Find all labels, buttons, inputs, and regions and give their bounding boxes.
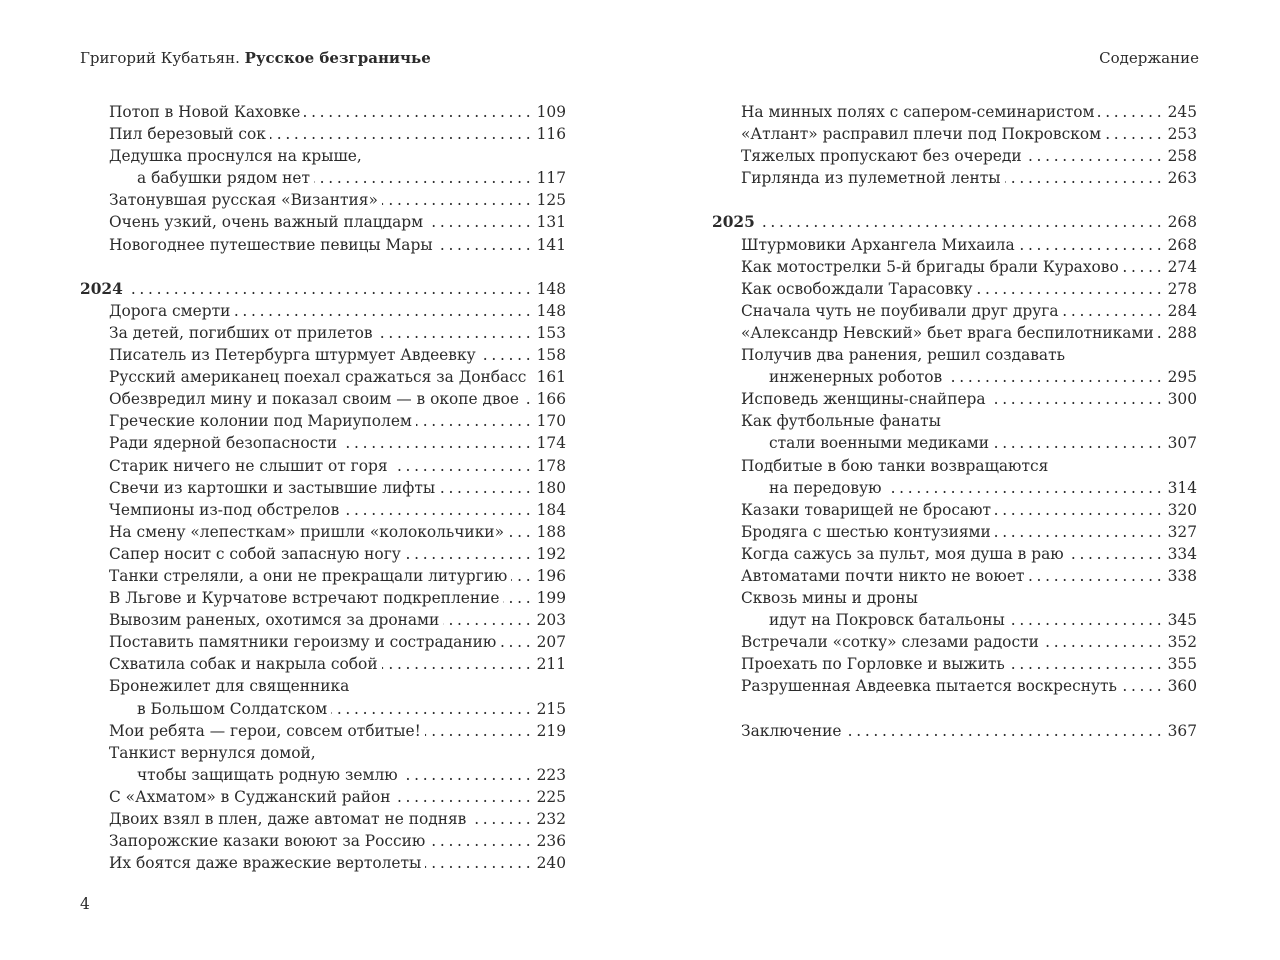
toc-entry[interactable]	[80, 742, 566, 764]
toc-page-number: 117	[536, 169, 566, 188]
dot-leader	[270, 123, 531, 145]
toc-page-number: 225	[536, 787, 566, 806]
dot-leader	[511, 565, 530, 587]
toc-entry-title: а бабушки рядом нет	[137, 169, 310, 188]
toc-entry-title: В Льгове и Курчатове встречают подкрепление	[109, 589, 500, 608]
toc-page-number: 355	[1167, 655, 1197, 674]
toc-page-number: 161	[536, 368, 566, 387]
toc-page-number: 258	[1167, 147, 1197, 166]
toc-year-heading[interactable]	[712, 211, 1197, 233]
toc-page-number: 148	[536, 279, 566, 298]
toc-entry-title: Поставить памятники героизму и состраданию	[109, 633, 497, 652]
toc-entry[interactable]	[80, 786, 566, 808]
toc-entry[interactable]	[80, 698, 566, 720]
toc-left-column	[80, 101, 566, 874]
toc-entry-title: Тяжелых пропускают без очереди	[741, 147, 1022, 166]
toc-page-number: 131	[536, 213, 566, 232]
toc-entry[interactable]	[80, 521, 566, 543]
toc-entry-title: Сквозь мины и дроны	[741, 589, 918, 608]
toc-page-number: 268	[1167, 235, 1197, 254]
toc-entry-title: 2025	[712, 213, 755, 232]
toc-entry-title: Как мотострелки 5-й бригады брали Курахово	[741, 257, 1119, 276]
toc-page-number: 174	[536, 434, 566, 453]
toc-entry[interactable]	[712, 388, 1197, 410]
toc-entry[interactable]	[80, 587, 566, 609]
toc-page-number: 338	[1167, 566, 1197, 585]
toc-page-number: 300	[1167, 390, 1197, 409]
toc-entry[interactable]	[712, 653, 1197, 675]
toc-page-number: 288	[1167, 323, 1197, 342]
toc-entry-title: Обезвредил мину и показал своим — в окопе двое	[109, 390, 519, 409]
toc-entry-title: Очень узкий, очень важный плацдарм	[109, 213, 424, 232]
toc-entry[interactable]	[80, 167, 566, 189]
toc-entry-title: Сапер носит с собой запасную ногу	[109, 544, 401, 563]
page-number: 4	[80, 895, 90, 913]
toc-entry[interactable]	[80, 300, 566, 322]
dot-leader	[1005, 167, 1162, 189]
toc-entry-title: Двоих взял в плен, даже автомат не подняв	[109, 810, 467, 828]
toc-entry[interactable]	[80, 123, 566, 145]
toc-page-number: 345	[1167, 611, 1197, 630]
toc-entry[interactable]	[80, 477, 566, 499]
toc-entry[interactable]	[712, 256, 1197, 278]
toc-entry-title: Схватила собак и накрыла собой	[109, 655, 378, 674]
toc-entry-title: Чемпионы из-под обстрелов	[109, 500, 340, 519]
dot-leader	[443, 609, 530, 631]
toc-page-number: 170	[536, 412, 566, 431]
toc-page-number: 327	[1167, 522, 1197, 541]
dot-leader	[439, 477, 531, 499]
dot-leader	[382, 653, 531, 675]
toc-entry[interactable]	[712, 609, 1197, 631]
toc-entry[interactable]	[80, 234, 566, 256]
dot-leader	[437, 234, 531, 256]
dot-leader	[1009, 609, 1162, 631]
toc-entry-title: Дорога смерти	[109, 301, 231, 320]
toc-entry-title: За детей, погибших от прилетов	[109, 323, 373, 342]
toc-page-number: 203	[536, 611, 566, 630]
toc-entry-title: Танки стреляли, а они не прекращали литургию	[109, 566, 508, 585]
dot-leader	[946, 366, 1161, 388]
toc-entry-title: Вывозим раненых, охотимся за дронами	[109, 611, 440, 630]
toc-entry[interactable]	[712, 123, 1197, 145]
dot-leader	[500, 631, 530, 653]
dot-leader	[382, 189, 531, 211]
toc-entry[interactable]	[712, 278, 1197, 300]
dot-leader	[1009, 653, 1162, 675]
toc-entry[interactable]	[80, 808, 566, 830]
toc-entry[interactable]	[80, 455, 566, 477]
toc-entry-title: Пил березовый сок	[109, 125, 266, 144]
toc-entry[interactable]	[80, 101, 566, 123]
dot-leader	[425, 720, 531, 742]
toc-entry-title: Как футбольные фанаты	[741, 412, 941, 431]
toc-page-number: 148	[536, 301, 566, 320]
toc-page-number: 141	[536, 235, 566, 254]
toc-entry[interactable]	[80, 499, 566, 521]
toc-page-number: 263	[1167, 169, 1197, 188]
dot-leader	[425, 852, 530, 874]
toc-entry[interactable]	[80, 344, 566, 366]
dot-leader	[508, 521, 531, 543]
toc-page-number: 334	[1167, 544, 1197, 563]
toc-entry-title: Затонувшая русская «Византия»	[109, 191, 378, 210]
dot-leader	[402, 764, 531, 786]
toc-entry[interactable]	[80, 675, 566, 697]
dot-leader	[886, 477, 1162, 499]
dot-leader	[1028, 565, 1161, 587]
toc-entry[interactable]	[712, 300, 1197, 322]
dot-leader	[1019, 234, 1162, 256]
toc-entry-title: стали военными медиками	[769, 434, 990, 453]
dot-leader	[427, 211, 530, 233]
toc-entry-title: На минных полях с сапером-семинаристом	[741, 103, 1095, 121]
toc-year-heading[interactable]	[80, 278, 566, 300]
toc-entry-title: С «Ахматом» в Суджанский район	[109, 787, 391, 806]
dot-leader	[1158, 322, 1162, 344]
toc-entry[interactable]	[80, 720, 566, 742]
toc-entry-title: инженерных роботов	[769, 368, 943, 387]
toc-page-number: 360	[1167, 677, 1197, 696]
toc-entry-title: Танкист вернулся домой,	[109, 743, 316, 762]
toc-page-number: 184	[536, 500, 566, 519]
toc-entry-title: Проехать по Горловке и выжить	[741, 655, 1005, 674]
toc-page-number: 245	[1167, 103, 1197, 121]
toc-right-column	[712, 101, 1197, 742]
toc-page-number: 153	[536, 323, 566, 342]
dot-leader	[1105, 123, 1162, 145]
running-head-section: Содержание	[1099, 49, 1199, 67]
toc-spacer	[712, 189, 1197, 211]
dot-leader	[304, 101, 530, 123]
toc-entry-title: в Большом Солдатском	[137, 699, 328, 718]
dot-leader	[314, 167, 531, 189]
toc-page-number: 196	[536, 566, 566, 585]
dot-leader	[127, 278, 531, 300]
toc-page-number: 188	[536, 522, 566, 541]
toc-page-number: 307	[1167, 434, 1197, 453]
dot-leader	[331, 698, 530, 720]
toc-entry[interactable]	[712, 145, 1197, 167]
dot-leader	[392, 455, 531, 477]
toc-entry[interactable]	[712, 432, 1197, 454]
toc-entry-title: Заключение	[741, 721, 842, 740]
toc-entry[interactable]	[80, 388, 566, 410]
toc-entry[interactable]	[80, 145, 566, 167]
toc-entry[interactable]	[80, 543, 566, 565]
toc-page-number: 314	[1167, 478, 1197, 497]
toc-page-number: 199	[536, 589, 566, 608]
toc-entry[interactable]	[712, 675, 1197, 697]
dot-leader	[234, 300, 530, 322]
toc-page-number: 207	[536, 633, 566, 652]
dot-leader	[1026, 145, 1162, 167]
toc-entry[interactable]	[712, 167, 1197, 189]
toc-entry-title: «Александр Невский» бьет врага беспилотниками	[741, 323, 1154, 342]
toc-entry-title: Свечи из картошки и застывшие лифты	[109, 478, 436, 497]
toc-entry[interactable]	[80, 565, 566, 587]
toc-page-number: 116	[536, 125, 566, 144]
dot-leader	[1063, 300, 1162, 322]
toc-entry-title: Встречали «сотку» слезами радости	[741, 633, 1039, 652]
toc-entry-title: чтобы защищать родную землю	[137, 765, 398, 784]
toc-entry[interactable]	[712, 543, 1197, 565]
toc-entry[interactable]	[712, 455, 1197, 477]
toc-entry-title: Как освобождали Тарасовку	[741, 279, 973, 298]
toc-entry-title: Штурмовики Архангела Михаила	[741, 235, 1015, 254]
toc-page-number: 158	[536, 346, 566, 365]
dot-leader	[341, 432, 531, 454]
dot-leader	[377, 322, 531, 344]
dot-leader	[759, 211, 1162, 233]
dot-leader	[429, 830, 530, 852]
toc-page-number: 166	[536, 390, 566, 409]
toc-page-number: 211	[536, 655, 566, 674]
toc-entry-title: Бродяга с шестью контузиями	[741, 522, 991, 541]
dot-leader	[995, 521, 1162, 543]
toc-entry-title: «Атлант» расправил плечи под Покровском	[741, 125, 1102, 144]
toc-entry[interactable]	[80, 609, 566, 631]
toc-entry-title: Автоматами почти никто не воюет	[741, 566, 1025, 585]
toc-page-number: 278	[1167, 279, 1197, 298]
dot-leader	[845, 720, 1161, 742]
toc-entry-title: Ради ядерной безопасности	[109, 434, 337, 453]
toc-entry[interactable]	[80, 211, 566, 233]
toc-entry[interactable]	[712, 587, 1197, 609]
dot-leader	[1098, 101, 1161, 123]
dot-leader	[995, 499, 1162, 521]
toc-page-number: 219	[536, 721, 566, 740]
toc-entry[interactable]	[80, 631, 566, 653]
toc-entry[interactable]	[712, 101, 1197, 123]
toc-entry-title: идут на Покровск батальоны	[769, 611, 1005, 630]
toc-entry[interactable]	[80, 366, 566, 388]
toc-entry-title: Получив два ранения, решил создавать	[741, 346, 1065, 365]
toc-page-number: 180	[536, 478, 566, 497]
toc-entry[interactable]	[80, 653, 566, 675]
dot-leader	[395, 786, 531, 808]
toc-entry[interactable]	[80, 189, 566, 211]
toc-entry[interactable]	[712, 366, 1197, 388]
toc-entry-title: Казаки товарищей не бросают	[741, 500, 992, 519]
dot-leader	[993, 432, 1162, 454]
toc-entry[interactable]	[712, 410, 1197, 432]
dot-leader	[1123, 256, 1162, 278]
toc-page-number: 253	[1167, 125, 1197, 144]
toc-entry[interactable]	[80, 410, 566, 432]
toc-entry[interactable]	[712, 234, 1197, 256]
toc-page-number: 295	[1167, 368, 1197, 387]
toc-entry-title: Разрушенная Авдеевка пытается воскреснуть	[741, 677, 1117, 696]
toc-entry-title: Дедушка проснулся на крыше,	[109, 147, 362, 166]
running-head-left	[80, 48, 431, 68]
toc-entry[interactable]	[80, 322, 566, 344]
toc-spacer	[712, 698, 1197, 720]
toc-page-number: 109	[536, 103, 566, 121]
toc-page-number: 178	[536, 456, 566, 475]
toc-entry[interactable]	[80, 764, 566, 786]
toc-entry-title: Русский американец поехал сражаться за Донбасс	[109, 368, 527, 387]
toc-entry-title: Писатель из Петербурга штурмует Авдеевку	[109, 346, 476, 365]
toc-entry-title: Старик ничего не слышит от горя	[109, 456, 388, 475]
toc-entry-title: на передовую	[769, 478, 882, 497]
toc-entry-title: Когда сажусь за пульт, моя душа в раю	[741, 544, 1064, 563]
toc-entry-title: Новогоднее путешествие певицы Мары	[109, 235, 433, 254]
toc-entry[interactable]	[712, 344, 1197, 366]
dot-leader	[976, 278, 1161, 300]
dot-leader	[405, 543, 531, 565]
toc-entry[interactable]	[712, 631, 1197, 653]
toc-page-number: 232	[536, 810, 566, 828]
dot-leader	[1043, 631, 1162, 653]
toc-entry-title: Подбитые в бою танки возвращаются	[741, 456, 1049, 475]
dot-leader	[480, 344, 531, 366]
toc-page-number: 320	[1167, 500, 1197, 519]
toc-page-number: 240	[536, 854, 566, 873]
toc-entry[interactable]	[80, 432, 566, 454]
dot-leader	[416, 410, 531, 432]
toc-page-number: 367	[1167, 721, 1197, 740]
toc-page-number: 223	[536, 765, 566, 784]
dot-leader	[503, 587, 530, 609]
toc-entry[interactable]	[712, 565, 1197, 587]
toc-page-number: 192	[536, 544, 566, 563]
toc-page-number: 236	[536, 832, 566, 851]
toc-entry-title: Потоп в Новой Каховке	[109, 103, 301, 121]
dot-leader	[1068, 543, 1162, 565]
toc-page-number: 284	[1167, 301, 1197, 320]
toc-entry-title: Гирлянда из пулеметной ленты	[741, 169, 1001, 188]
dot-leader	[523, 388, 531, 410]
dot-leader	[343, 499, 530, 521]
author-name: Григорий Кубатьян.	[80, 49, 240, 67]
toc-entry[interactable]	[712, 322, 1197, 344]
book-title: Русское безграничье	[244, 49, 431, 67]
toc-page-number: 268	[1167, 213, 1197, 232]
toc-entry-title: Их боятся даже вражеские вертолеты	[109, 854, 422, 873]
dot-leader	[990, 388, 1162, 410]
toc-entry[interactable]	[712, 521, 1197, 543]
toc-entry-title: Запорожские казаки воюют за Россию	[109, 832, 426, 851]
toc-entry-title: Исповедь женщины-снайпера	[741, 390, 986, 409]
toc-entry-title: Сначала чуть не поубивали друг друга	[741, 301, 1059, 320]
toc-page-number: 215	[536, 699, 566, 718]
toc-entry-title: 2024	[80, 279, 123, 298]
toc-entry[interactable]	[80, 830, 566, 852]
toc-entry-title: Мои ребята — герои, совсем отбитые!	[109, 721, 421, 740]
dot-leader	[470, 808, 530, 830]
toc-entry[interactable]	[712, 499, 1197, 521]
toc-entry-title: Греческие колонии под Мариуполем	[109, 412, 412, 431]
toc-entry[interactable]	[80, 852, 566, 874]
toc-spacer	[80, 256, 566, 278]
toc-page-number: 274	[1167, 257, 1197, 276]
toc-page-number: 125	[536, 191, 566, 210]
toc-entry[interactable]	[712, 720, 1197, 742]
dot-leader	[1121, 675, 1162, 697]
toc-entry[interactable]	[712, 477, 1197, 499]
toc-page-number: 352	[1167, 633, 1197, 652]
toc-entry-title: На смену «лепесткам» пришли «колокольчики»	[109, 522, 504, 541]
toc-entry-title: Бронежилет для священника	[109, 677, 350, 696]
